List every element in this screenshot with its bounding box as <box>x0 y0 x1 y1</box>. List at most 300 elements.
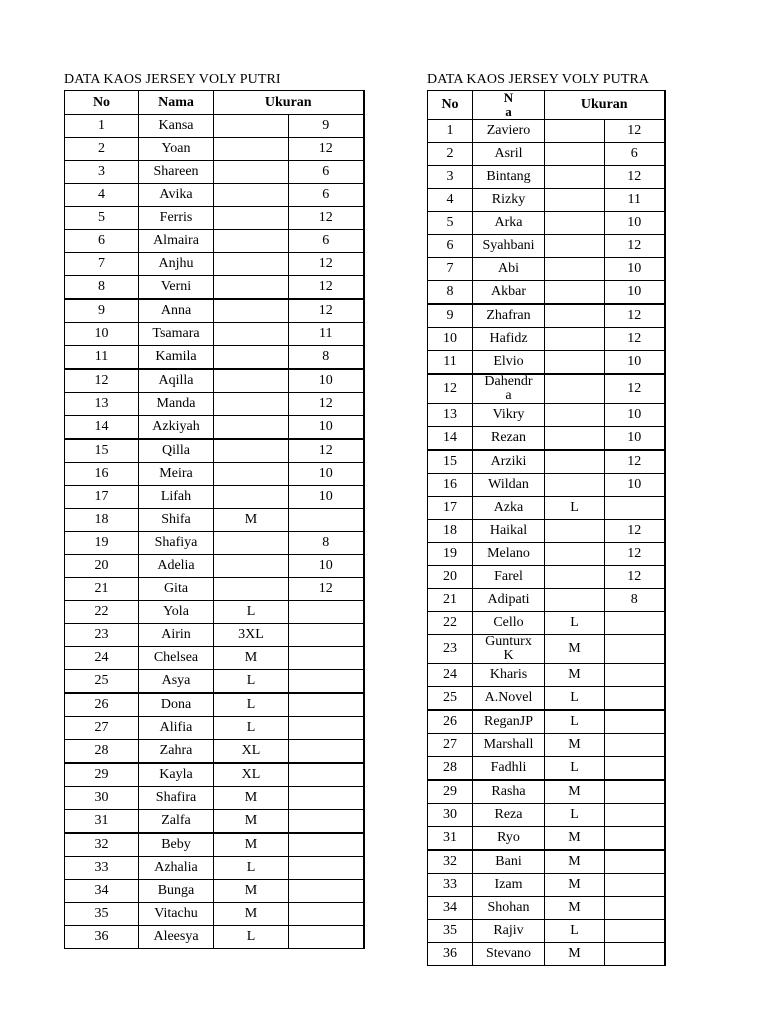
row-name: Akbar <box>473 281 545 305</box>
table-row <box>428 143 665 166</box>
row-size-number <box>605 710 665 734</box>
putra-title: DATA KAOS JERSEY VOLY PUTRA <box>427 72 650 87</box>
table-row <box>65 230 364 253</box>
putra-table-body <box>428 120 665 966</box>
row-name: Kamila <box>139 346 214 370</box>
row-size-letter <box>214 486 289 509</box>
row-number: 7 <box>428 258 473 281</box>
row-number: 14 <box>65 416 139 440</box>
table-row <box>65 647 364 670</box>
row-size-number <box>289 717 364 740</box>
row-number: 15 <box>65 439 139 463</box>
row-size-number <box>289 810 364 834</box>
row-name: Rasha <box>473 780 545 804</box>
row-name: Arziki <box>473 450 545 474</box>
row-number: 7 <box>65 253 139 276</box>
row-size-letter <box>214 555 289 578</box>
table-row <box>65 299 364 323</box>
row-name: Qilla <box>139 439 214 463</box>
table-row <box>65 439 364 463</box>
row-name: Elvio <box>473 351 545 375</box>
row-size-number <box>289 880 364 903</box>
table-row <box>428 450 665 474</box>
row-size-letter: M <box>545 897 605 920</box>
table-row <box>65 880 364 903</box>
table-row <box>65 509 364 532</box>
row-size-letter: L <box>545 497 605 520</box>
row-size-letter: M <box>214 509 289 532</box>
row-number: 20 <box>65 555 139 578</box>
table-row <box>65 693 364 717</box>
table-row <box>428 664 665 687</box>
row-name: Cello <box>473 612 545 635</box>
row-size-letter <box>214 138 289 161</box>
row-name: Fadhli <box>473 757 545 781</box>
row-name: Azhalia <box>139 857 214 880</box>
row-size-number: 12 <box>289 253 364 276</box>
row-name: Kayla <box>139 763 214 787</box>
table-row <box>428 543 665 566</box>
row-number: 14 <box>428 427 473 451</box>
row-size-letter <box>214 161 289 184</box>
row-size-number <box>605 920 665 943</box>
table-row <box>65 323 364 346</box>
row-name: Ryo <box>473 827 545 851</box>
table-row <box>428 304 665 328</box>
row-size-number <box>289 693 364 717</box>
row-size-number <box>605 664 665 687</box>
row-size-number <box>289 647 364 670</box>
row-name: Tsamara <box>139 323 214 346</box>
row-number: 33 <box>65 857 139 880</box>
row-size-letter: L <box>545 687 605 711</box>
table-row <box>428 874 665 897</box>
row-name: Bunga <box>139 880 214 903</box>
row-size-number <box>605 780 665 804</box>
row-number: 13 <box>65 393 139 416</box>
row-number: 23 <box>65 624 139 647</box>
putri-header-name: Nama <box>139 91 214 115</box>
row-size-number: 12 <box>605 374 665 404</box>
row-number: 27 <box>428 734 473 757</box>
row-name: Wildan <box>473 474 545 497</box>
putri-header-row <box>65 91 364 115</box>
putra-header-size: Ukuran <box>545 91 665 120</box>
row-size-number: 12 <box>289 299 364 323</box>
row-size-number: 9 <box>289 115 364 138</box>
row-size-letter <box>545 166 605 189</box>
row-name: Melano <box>473 543 545 566</box>
putri-title: DATA KAOS JERSEY VOLY PUTRI <box>64 72 281 87</box>
row-name: Rajiv <box>473 920 545 943</box>
row-name: A.Novel <box>473 687 545 711</box>
row-name: Kansa <box>139 115 214 138</box>
row-size-letter <box>545 404 605 427</box>
table-row <box>428 897 665 920</box>
row-size-letter: M <box>214 880 289 903</box>
row-number: 1 <box>65 115 139 138</box>
row-size-number: 12 <box>289 578 364 601</box>
row-number: 21 <box>428 589 473 612</box>
row-size-number: 12 <box>605 120 665 143</box>
row-size-number: 12 <box>605 304 665 328</box>
table-row <box>65 857 364 880</box>
row-name: Shohan <box>473 897 545 920</box>
row-name: Izam <box>473 874 545 897</box>
table-row <box>428 374 665 404</box>
row-size-number <box>605 804 665 827</box>
row-number: 16 <box>65 463 139 486</box>
row-name: Zaviero <box>473 120 545 143</box>
row-size-letter: M <box>545 850 605 874</box>
row-size-letter: L <box>214 670 289 694</box>
row-number: 5 <box>428 212 473 235</box>
row-size-number <box>605 612 665 635</box>
row-size-letter <box>545 212 605 235</box>
table-row <box>65 184 364 207</box>
row-name: Syahbani <box>473 235 545 258</box>
table-row <box>428 687 665 711</box>
table-row <box>65 161 364 184</box>
row-size-number <box>605 943 665 966</box>
row-size-letter: L <box>214 693 289 717</box>
row-name: Gita <box>139 578 214 601</box>
row-name: Bintang <box>473 166 545 189</box>
row-size-number: 12 <box>605 235 665 258</box>
row-size-letter: XL <box>214 763 289 787</box>
row-number: 4 <box>65 184 139 207</box>
row-number: 9 <box>428 304 473 328</box>
row-size-letter <box>545 189 605 212</box>
table-row <box>65 763 364 787</box>
putra-header-name: N a <box>473 91 545 120</box>
table-row <box>65 601 364 624</box>
row-number: 19 <box>65 532 139 555</box>
row-size-letter <box>214 346 289 370</box>
row-size-number: 6 <box>289 161 364 184</box>
row-number: 29 <box>65 763 139 787</box>
table-row <box>428 427 665 451</box>
row-size-number: 12 <box>605 166 665 189</box>
row-name: Zahra <box>139 740 214 764</box>
row-number: 28 <box>428 757 473 781</box>
row-size-letter: M <box>214 833 289 857</box>
row-number: 32 <box>65 833 139 857</box>
table-row <box>65 810 364 834</box>
row-name: Haikal <box>473 520 545 543</box>
row-size-letter <box>545 304 605 328</box>
row-size-letter <box>214 323 289 346</box>
row-size-letter: L <box>545 920 605 943</box>
row-number: 17 <box>65 486 139 509</box>
putri-header-size: Ukuran <box>214 91 364 115</box>
row-name: Azkiyah <box>139 416 214 440</box>
row-size-letter: L <box>545 710 605 734</box>
table-row <box>428 589 665 612</box>
table-row <box>428 757 665 781</box>
row-size-number: 12 <box>289 439 364 463</box>
row-name: Yoan <box>139 138 214 161</box>
table-row <box>65 486 364 509</box>
row-number: 17 <box>428 497 473 520</box>
row-number: 26 <box>65 693 139 717</box>
row-name: ReganJP <box>473 710 545 734</box>
row-number: 15 <box>428 450 473 474</box>
row-size-letter <box>214 393 289 416</box>
row-name: Shafiya <box>139 532 214 555</box>
row-number: 18 <box>428 520 473 543</box>
table-row <box>428 710 665 734</box>
row-name: Marshall <box>473 734 545 757</box>
table-row <box>428 328 665 351</box>
row-size-letter <box>214 184 289 207</box>
row-size-number: 12 <box>605 566 665 589</box>
putri-header-no: No <box>65 91 139 115</box>
row-size-letter <box>545 328 605 351</box>
table-row <box>65 276 364 300</box>
row-number: 33 <box>428 874 473 897</box>
row-size-number <box>289 926 364 949</box>
table-row <box>65 416 364 440</box>
table-row <box>428 827 665 851</box>
row-size-number: 12 <box>289 207 364 230</box>
row-name: Asril <box>473 143 545 166</box>
table-row <box>428 734 665 757</box>
row-size-number: 10 <box>605 404 665 427</box>
row-name: Anna <box>139 299 214 323</box>
row-number: 3 <box>65 161 139 184</box>
row-name: Asya <box>139 670 214 694</box>
row-name: Anjhu <box>139 253 214 276</box>
table-row <box>428 166 665 189</box>
row-number: 34 <box>428 897 473 920</box>
putra-header-no: No <box>428 91 473 120</box>
table-row <box>428 404 665 427</box>
table-row <box>428 212 665 235</box>
row-size-letter <box>545 520 605 543</box>
row-number: 8 <box>428 281 473 305</box>
row-size-number <box>605 497 665 520</box>
row-size-number <box>289 740 364 764</box>
row-name: Bani <box>473 850 545 874</box>
table-row <box>65 393 364 416</box>
row-size-number: 10 <box>605 474 665 497</box>
table-row <box>428 804 665 827</box>
row-number: 13 <box>428 404 473 427</box>
row-number: 4 <box>428 189 473 212</box>
table-row <box>65 555 364 578</box>
table-row <box>65 624 364 647</box>
row-size-number: 10 <box>605 351 665 375</box>
row-name: Dona <box>139 693 214 717</box>
table-row <box>65 903 364 926</box>
row-number: 6 <box>428 235 473 258</box>
row-name: Verni <box>139 276 214 300</box>
row-size-number: 10 <box>289 486 364 509</box>
row-size-number: 10 <box>289 463 364 486</box>
row-size-letter: M <box>214 787 289 810</box>
row-size-number <box>605 827 665 851</box>
row-size-number: 6 <box>289 230 364 253</box>
row-name: Adipati <box>473 589 545 612</box>
row-size-letter <box>545 120 605 143</box>
row-size-letter <box>545 474 605 497</box>
row-number: 22 <box>65 601 139 624</box>
row-number: 6 <box>65 230 139 253</box>
row-size-number: 10 <box>605 212 665 235</box>
row-name: Shifa <box>139 509 214 532</box>
putri-table-body <box>65 115 364 949</box>
row-size-letter <box>214 463 289 486</box>
table-row <box>428 351 665 375</box>
row-size-letter: M <box>545 943 605 966</box>
row-number: 30 <box>428 804 473 827</box>
putra-header-row <box>428 91 665 120</box>
row-number: 35 <box>428 920 473 943</box>
row-size-letter: M <box>214 810 289 834</box>
putri-section <box>64 71 365 949</box>
row-name: Aleesya <box>139 926 214 949</box>
row-number: 31 <box>428 827 473 851</box>
row-size-number: 12 <box>289 276 364 300</box>
row-size-number <box>289 833 364 857</box>
row-name: Stevano <box>473 943 545 966</box>
row-name: Zalfa <box>139 810 214 834</box>
table-row <box>65 207 364 230</box>
table-row <box>65 253 364 276</box>
row-number: 12 <box>65 369 139 393</box>
row-size-letter: L <box>545 804 605 827</box>
row-size-letter: L <box>214 717 289 740</box>
table-row <box>65 787 364 810</box>
table-row <box>428 281 665 305</box>
table-row <box>65 578 364 601</box>
row-name: Zhafran <box>473 304 545 328</box>
row-size-letter <box>545 450 605 474</box>
row-name: Yola <box>139 601 214 624</box>
row-size-number: 12 <box>605 543 665 566</box>
row-size-letter: 3XL <box>214 624 289 647</box>
row-number: 23 <box>428 635 473 664</box>
row-number: 12 <box>428 374 473 404</box>
row-size-letter: L <box>545 612 605 635</box>
putri-table <box>64 90 365 949</box>
row-size-number: 10 <box>605 281 665 305</box>
row-name: Aqilla <box>139 369 214 393</box>
row-number: 24 <box>428 664 473 687</box>
row-size-letter: L <box>214 601 289 624</box>
table-row <box>428 189 665 212</box>
table-row <box>428 120 665 143</box>
row-name: Avika <box>139 184 214 207</box>
row-name: Farel <box>473 566 545 589</box>
table-row <box>65 717 364 740</box>
row-size-number <box>289 787 364 810</box>
row-size-letter <box>545 258 605 281</box>
table-row <box>65 926 364 949</box>
row-number: 19 <box>428 543 473 566</box>
row-size-letter: L <box>214 926 289 949</box>
row-number: 11 <box>65 346 139 370</box>
row-name: Kharis <box>473 664 545 687</box>
row-size-letter <box>545 589 605 612</box>
row-size-number: 8 <box>289 532 364 555</box>
table-row <box>65 138 364 161</box>
row-size-number: 12 <box>289 393 364 416</box>
table-row <box>428 235 665 258</box>
row-number: 8 <box>65 276 139 300</box>
row-size-letter <box>214 578 289 601</box>
table-row <box>428 780 665 804</box>
row-name: Manda <box>139 393 214 416</box>
row-name: Abi <box>473 258 545 281</box>
row-size-letter <box>545 351 605 375</box>
row-name: Rezan <box>473 427 545 451</box>
row-size-letter <box>545 143 605 166</box>
row-size-number <box>289 857 364 880</box>
table-row <box>428 566 665 589</box>
table-row <box>428 520 665 543</box>
row-name: Vitachu <box>139 903 214 926</box>
row-size-number: 10 <box>605 427 665 451</box>
row-number: 35 <box>65 903 139 926</box>
row-number: 34 <box>65 880 139 903</box>
row-size-letter <box>545 235 605 258</box>
row-number: 2 <box>428 143 473 166</box>
row-name: Reza <box>473 804 545 827</box>
row-name: Arka <box>473 212 545 235</box>
row-size-letter: M <box>214 647 289 670</box>
row-size-letter <box>545 566 605 589</box>
row-size-letter <box>545 281 605 305</box>
table-row <box>428 920 665 943</box>
row-size-letter <box>214 439 289 463</box>
table-row <box>428 943 665 966</box>
table-row <box>65 833 364 857</box>
row-size-number <box>289 509 364 532</box>
row-size-letter <box>214 369 289 393</box>
row-name: Dahendr a <box>473 374 545 404</box>
table-row <box>65 740 364 764</box>
row-name: Lifah <box>139 486 214 509</box>
row-size-letter <box>214 253 289 276</box>
row-size-letter: L <box>545 757 605 781</box>
row-size-letter: L <box>214 857 289 880</box>
row-number: 21 <box>65 578 139 601</box>
table-row <box>65 670 364 694</box>
row-number: 1 <box>428 120 473 143</box>
row-size-number <box>289 601 364 624</box>
row-size-number <box>605 687 665 711</box>
row-size-number: 10 <box>289 555 364 578</box>
row-size-number <box>605 734 665 757</box>
row-number: 36 <box>65 926 139 949</box>
row-size-number <box>605 850 665 874</box>
row-number: 10 <box>65 323 139 346</box>
row-size-letter <box>214 230 289 253</box>
row-size-letter <box>214 207 289 230</box>
row-number: 26 <box>428 710 473 734</box>
row-number: 25 <box>428 687 473 711</box>
table-row <box>428 635 665 664</box>
row-number: 20 <box>428 566 473 589</box>
row-size-letter <box>545 374 605 404</box>
row-size-letter <box>214 532 289 555</box>
table-row <box>65 463 364 486</box>
row-size-letter: M <box>545 780 605 804</box>
row-size-number: 12 <box>605 520 665 543</box>
row-size-number <box>605 757 665 781</box>
